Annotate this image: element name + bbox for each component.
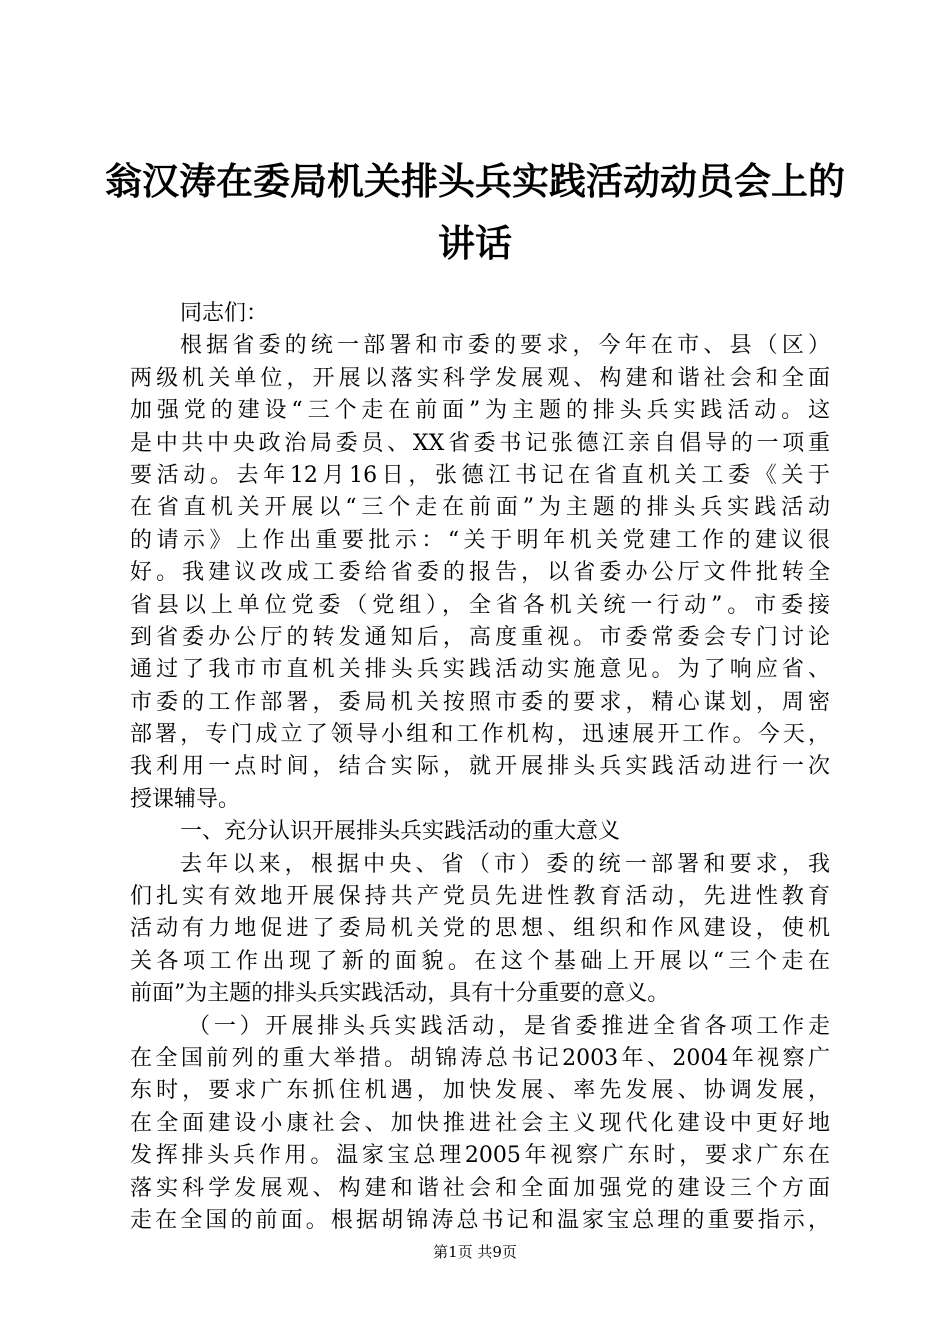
body-line: 东时，要求广东抓住机遇，加快发展、率先发展、协调发展， xyxy=(130,1078,830,1104)
document-title-line2: 讲话 xyxy=(438,222,512,265)
body-line: 根据省委的统一部署和市委的要求，今年在市、县（区） xyxy=(180,333,830,359)
body-line: 授课辅导。 xyxy=(130,786,241,812)
body-line: 的请示》上作出重要批示：“关于明年机关党建工作的建议很 xyxy=(130,527,830,553)
body-line: 关各项工作出现了新的面貌。在这个基础上开展以“三个走在 xyxy=(130,948,830,974)
body-line: 好。我建议改成工委给省委的报告，以省委办公厅文件批转全 xyxy=(130,560,830,586)
body-line: 落实科学发展观、构建和谐社会和全面加强党的建设三个方面 xyxy=(130,1175,830,1201)
body-line: 到省委办公厅的转发通知后，高度重视。市委常委会专门讨论 xyxy=(130,624,830,650)
body-line: 部署，专门成立了领导小组和工作机构，迅速展开工作。今天， xyxy=(130,722,830,748)
body-line: 两级机关单位，开展以落实科学发展观、构建和谐社会和全面 xyxy=(130,365,830,391)
body-line: 去年以来，根据中央、省（市）委的统一部署和要求，我 xyxy=(180,851,830,877)
body-line: 同志们： xyxy=(180,301,269,326)
body-line: 发挥排头兵作用。温家宝总理2005年视察广东时，要求广东在 xyxy=(130,1143,830,1169)
body-line: 在全面建设小康社会、加快推进社会主义现代化建设中更好地 xyxy=(130,1110,830,1136)
body-line: 通过了我市市直机关排头兵实践活动实施意见。为了响应省、 xyxy=(130,657,830,683)
body-line: 们扎实有效地开展保持共产党员先进性教育活动，先进性教育 xyxy=(130,884,830,910)
body-line: 市委的工作部署，委局机关按照市委的要求，精心谋划，周密 xyxy=(130,689,830,715)
body-line: 在全国前列的重大举措。胡锦涛总书记2003年、2004年视察广 xyxy=(130,1045,830,1071)
body-line: 我利用一点时间，结合实际，就开展排头兵实践活动进行一次 xyxy=(130,754,830,780)
body-line: 活动有力地促进了委局机关党的思想、组织和作风建设，使机 xyxy=(130,916,830,942)
document-body xyxy=(130,298,830,1237)
document-title-line1: 翁汉涛在委局机关排头兵实践活动动员会上的 xyxy=(105,160,845,203)
body-line: 走在全国的前面。根据胡锦涛总书记和温家宝总理的重要指示， xyxy=(130,1207,830,1233)
body-line: 要活动。去年12月16日，张德江书记在省直机关工委《关于 xyxy=(130,462,830,488)
page-footer: 第1页 共9页 xyxy=(433,1243,517,1261)
body-line: （一）开展排头兵实践活动，是省委推进全省各项工作走 xyxy=(188,1013,830,1039)
body-line: 前面”为主题的排头兵实践活动，具有十分重要的意义。 xyxy=(130,981,670,1007)
body-line: 一、充分认识开展排头兵实践活动的重大意义 xyxy=(180,819,621,845)
body-line: 加强党的建设“三个走在前面”为主题的排头兵实践活动。这 xyxy=(130,398,830,424)
body-line: 在省直机关开展以“三个走在前面”为主题的排头兵实践活动 xyxy=(130,495,830,521)
body-line: 是中共中央政治局委员、XX省委书记张德江亲自倡导的一项重 xyxy=(130,430,830,456)
body-line: 省县以上单位党委（党组），全省各机关统一行动”。市委接 xyxy=(130,592,830,618)
